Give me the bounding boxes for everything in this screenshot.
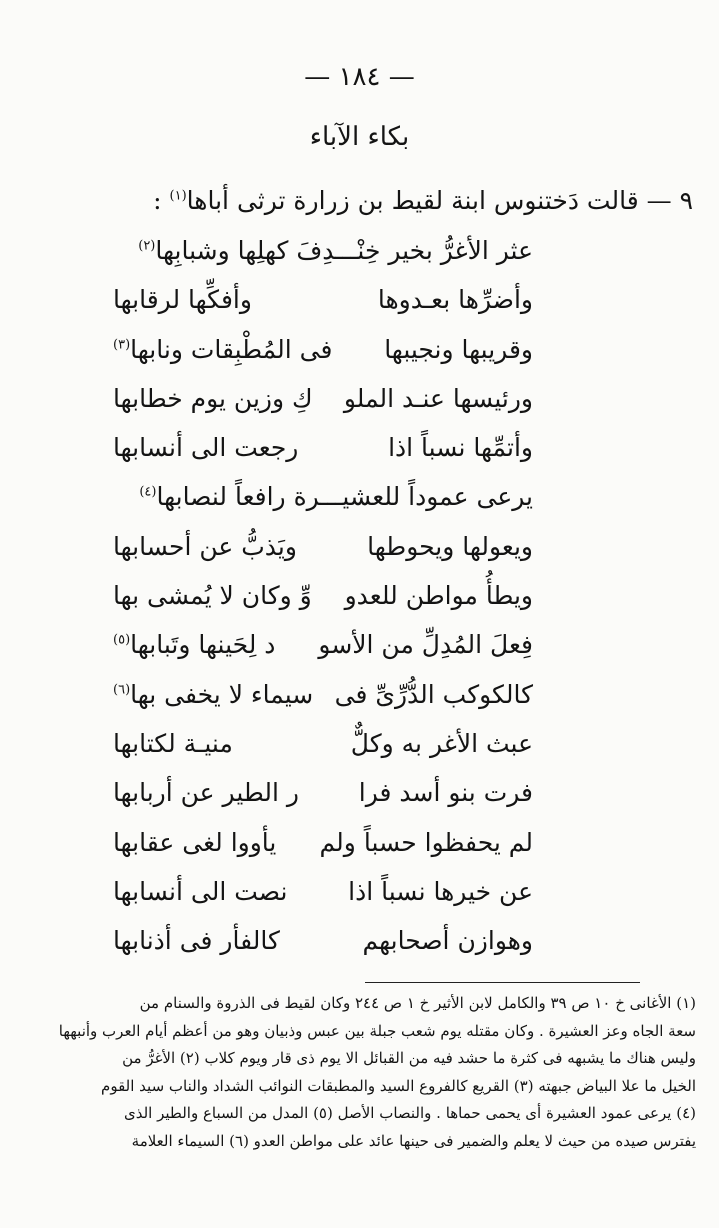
verse-first-hemistich: لم يحفظوا حسباً ولم: [319, 827, 533, 857]
footnote-line: (١) الأغانى خ ١٠ ص ٣٩ والكامل لابن الأثير خ ١ ص ٢٤٤ وكان لقيط فى الذروة والسنام من: [139, 994, 696, 1012]
verse: [113, 285, 533, 334]
verse-first-hemistich: فِعلَ المُدِلِّ من الأسو: [318, 630, 533, 660]
verse: [113, 433, 533, 482]
intro-footnote-ref: (١): [169, 188, 187, 204]
verse-first-hemistich: كالكوكب الدُّرِّىِّ فى: [334, 679, 533, 709]
verse-first-hemistich: وهوازن أصحابهم: [362, 926, 533, 956]
footnote-divider: [365, 982, 640, 983]
intro-text: قالت دَختنوس ابنة لقيط بن زرارة ترثى أباها: [186, 186, 639, 215]
footnote-ref: (٦): [113, 682, 131, 698]
footnotes: [14, 990, 696, 1155]
verse: [113, 680, 533, 729]
verse: [113, 877, 533, 926]
verse-line: عثر الأغرُّ بخير خِنْـــدِفَ كهلِها وشبابِها$^{(٢)}$: [138, 236, 533, 265]
verse: [113, 384, 533, 433]
verse-first-hemistich: وأتمِّها نسباً اذا: [388, 433, 533, 463]
footnote-line: الخيل ما علا البياض جبهته (٣) القريع كالفروع السيد والمطبقات النوائب الشداد والناب سيد القوم: [101, 1076, 696, 1095]
page-number: — ١٨٤ —: [304, 62, 415, 92]
footnote-line: يفترس صيده من حيث لا يعلم والضمير فى حينها عائد على مواطن العدو (٦) السيماء العلامة: [131, 1131, 696, 1150]
verse: [113, 482, 533, 531]
verse-second-hemistich: د لِحَينها وتَبابها$^{(٥)}$: [113, 630, 276, 660]
poem: [113, 236, 533, 975]
verse-second-hemistich: سيماء لا يخفى بها$^{(٦)}$: [113, 679, 314, 709]
verse-second-hemistich: منيـة لكتابها: [113, 728, 233, 758]
footnote-line: سعة الجاه وعز العشيرة . وكان مقتله يوم شعب جبلة بين عبس وذبيان وهو من أعظم أيام العرب وأنبهها: [58, 1021, 696, 1040]
verse-second-hemistich: ر الطير عن أربابها: [113, 778, 299, 808]
verse: [113, 236, 533, 285]
verse: [113, 630, 533, 679]
verse: [113, 581, 533, 630]
section-title: بكاء الآباء: [309, 122, 410, 152]
verse-first-hemistich: فرت بنو أسد فرا: [358, 778, 533, 808]
verse-second-hemistich: كالفأر فى أذنابها: [113, 926, 280, 956]
footnote-ref: (٤): [139, 485, 157, 501]
verse-second-hemistich: ويَذبُّ عن أحسابها: [113, 531, 297, 561]
verse: [113, 729, 533, 778]
verse-second-hemistich: يأووا لغى عقابها: [113, 827, 277, 857]
footnote-ref: (٢): [138, 238, 156, 254]
verse-second-hemistich: نصت الى أنسابها: [113, 876, 288, 906]
verse-line: يرعى عموداً للعشيـــرة رافعاً لنصابها$^{(٤)}$: [139, 482, 533, 512]
verse: [113, 926, 533, 975]
verse-second-hemistich: وأفكِّها لرقابها: [113, 285, 252, 315]
footnote-line: وليس هناك ما يشبهه فى كثرة ما حشد فيه من القبائل الا يوم ذى قار ويوم كلاب (٢) الأغرُّ من: [122, 1049, 696, 1067]
verse: [113, 778, 533, 827]
verse: [113, 335, 533, 384]
verse-first-hemistich: ورئيسها عنـد الملو: [343, 383, 533, 413]
footnote-line: (٤) يرعى عمود العشيرة أى يحمى حماها . والنصاب الأصل (٥) المدل من السباع والطير الذى: [123, 1104, 696, 1122]
verse-first-hemistich: وقريبها ونجيبها: [384, 334, 533, 364]
verse-first-hemistich: وأضرِّها بعـدوها: [377, 285, 533, 315]
verse-first-hemistich: عبث الأغر به وكلٌّ: [350, 728, 533, 758]
verse-first-hemistich: ويطأُ مواطن للعدو: [344, 581, 533, 611]
verse: [113, 532, 533, 581]
poem-introduction: [43, 186, 693, 215]
verse-second-hemistich: رجعت الى أنسابها: [113, 433, 299, 463]
verse-second-hemistich: وِّ وكان لا يُمشى بها: [113, 581, 312, 611]
verse-second-hemistich: فى المُطْبِقات ونابها$^{(٣)}$: [113, 334, 333, 364]
intro-colon: :: [153, 186, 162, 215]
verse-second-hemistich: كِ وزين يوم خطابها: [113, 383, 313, 413]
verse-first-hemistich: ويعولها ويحوطها: [367, 531, 533, 561]
verse: [113, 828, 533, 877]
footnote-ref: (٣): [113, 337, 131, 353]
footnote-ref: (٥): [113, 633, 131, 649]
verse-first-hemistich: عن خيرها نسباً اذا: [348, 876, 533, 906]
poem-number: ٩ —: [646, 186, 693, 215]
